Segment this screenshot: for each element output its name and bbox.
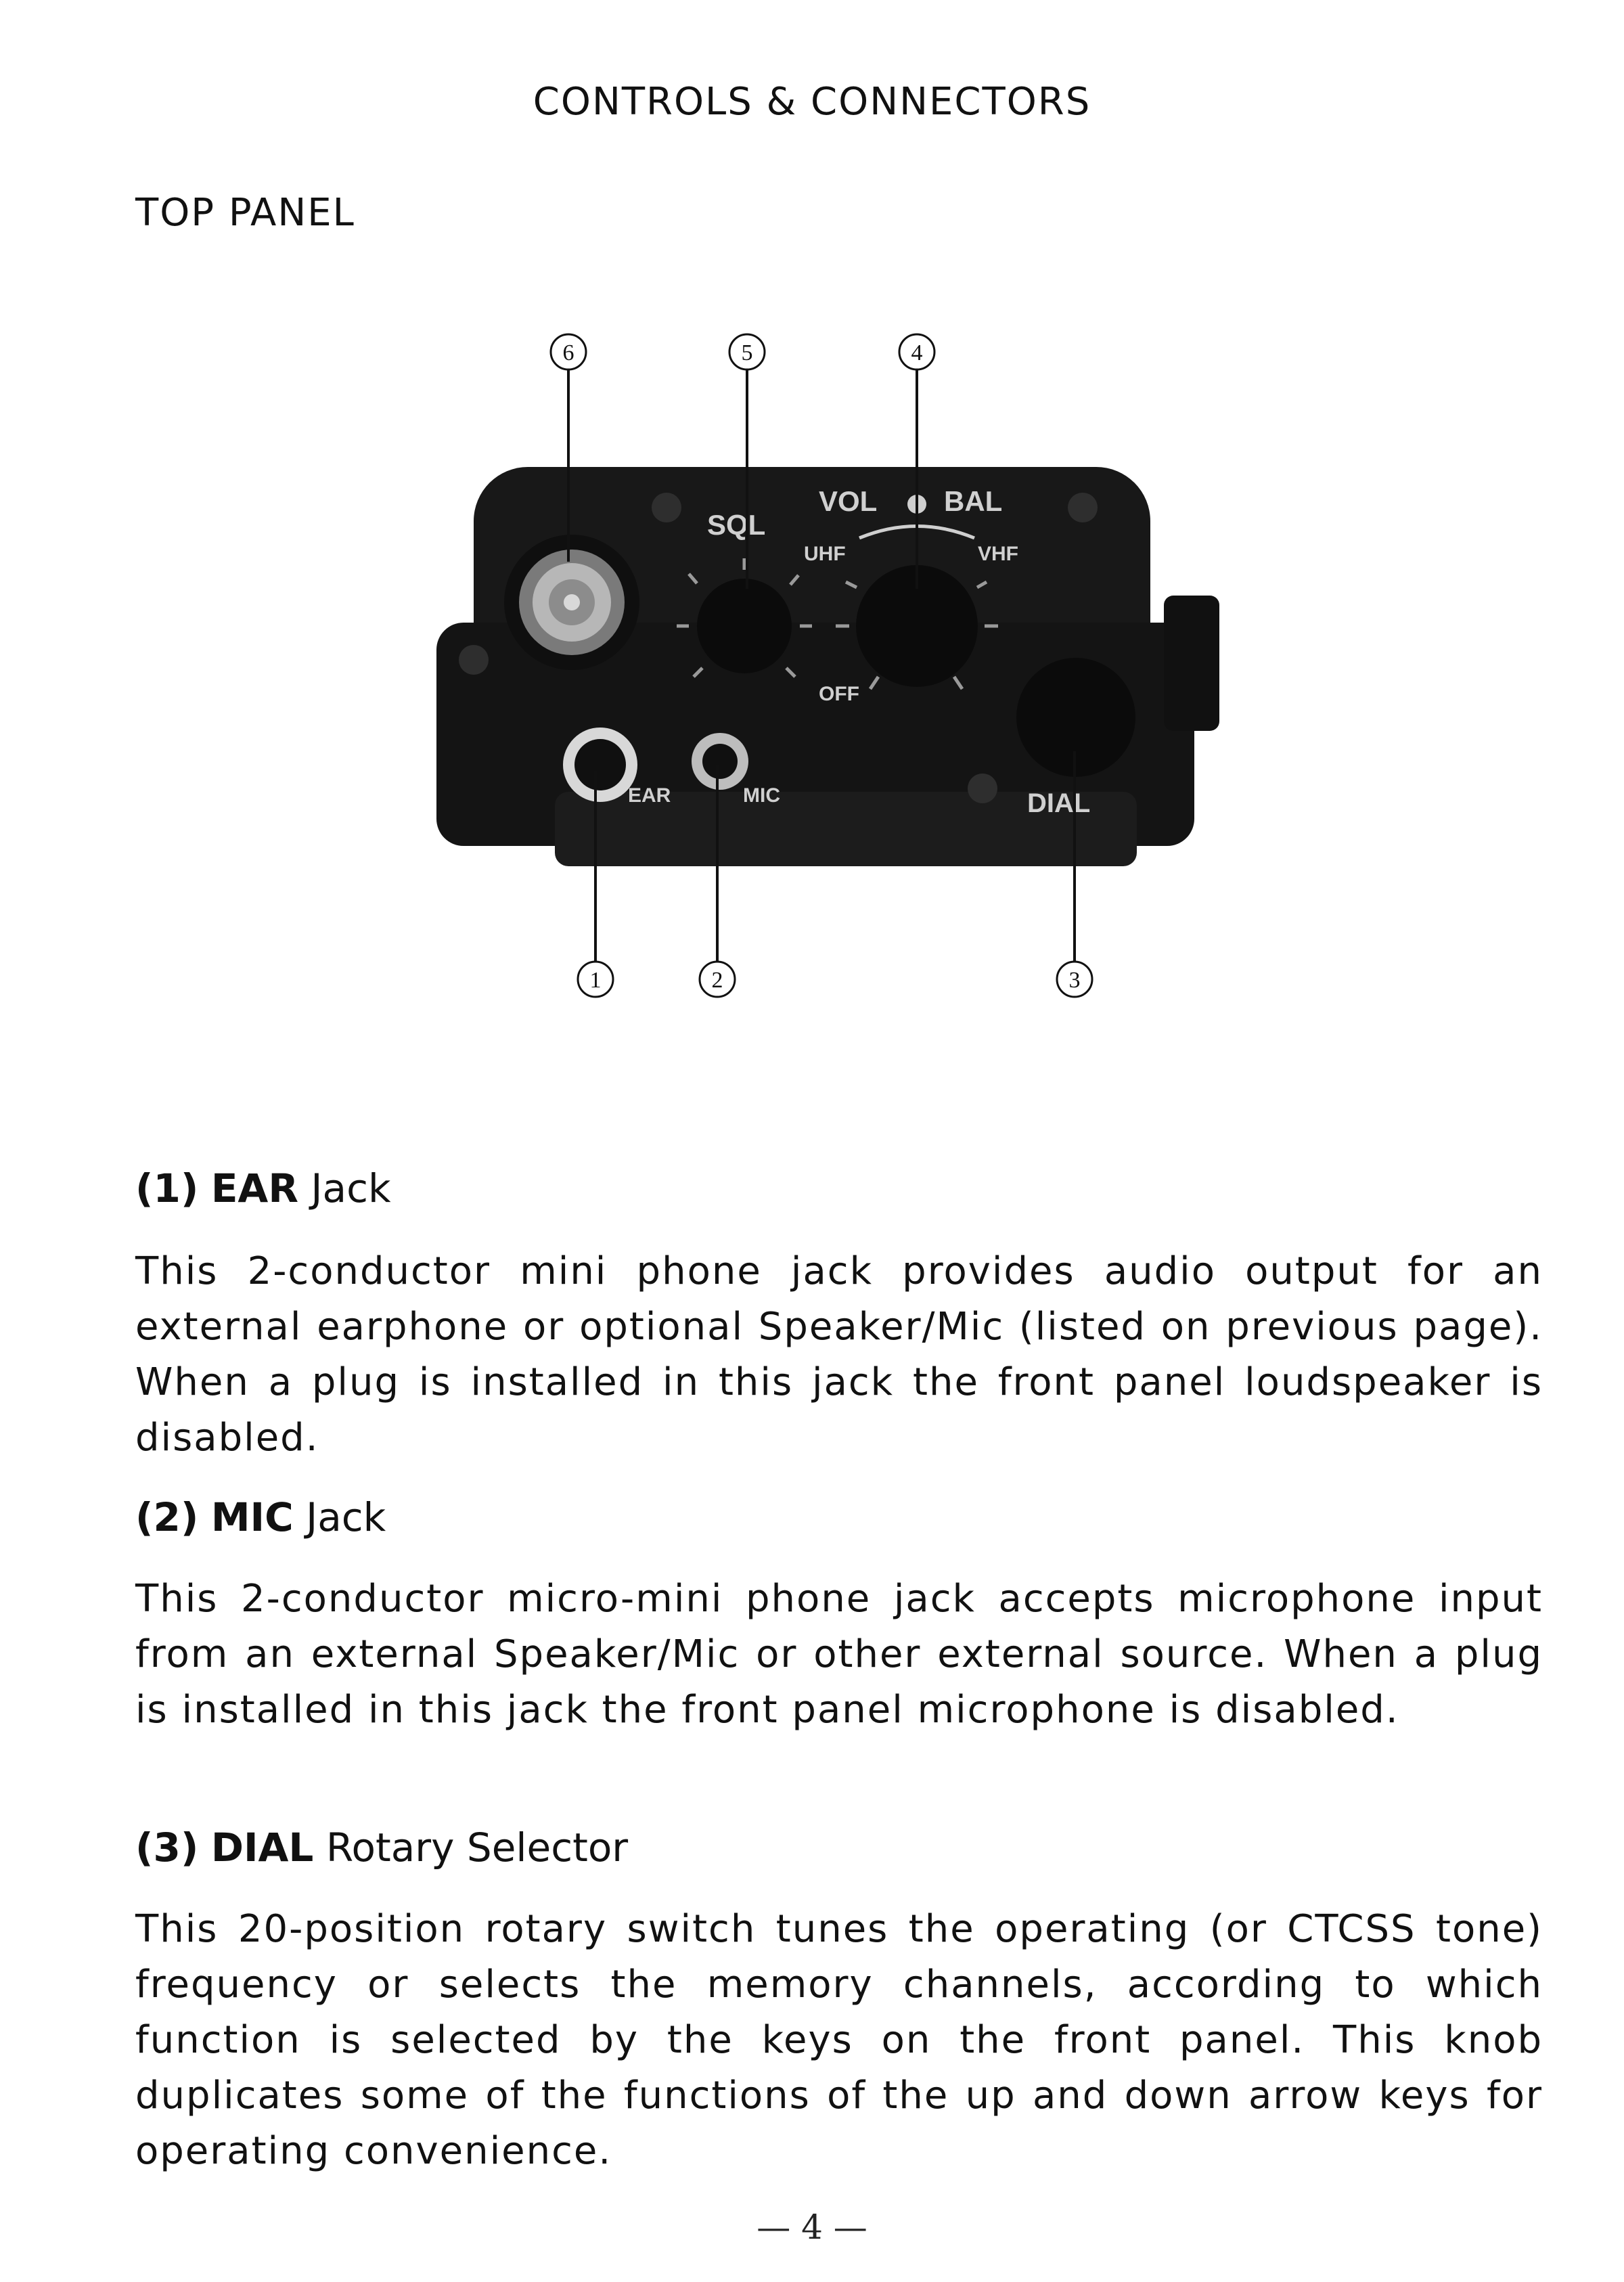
paragraph-mic-jack: This 2-conductor micro-mini phone jack accepts microphone input from an external Speaker/Mic or other external source. When a plug is installed in this jack the front panel microphone is disabled. (135, 1577, 1543, 1732)
section-number: (1) (135, 1165, 199, 1211)
paragraph-dial-rotary-selector: This 20-position rotary switch tunes the operating (or CTCSS tone) frequency or selects the memory channels, according to which function is selected by the keys on the front panel. This knob duplicates some of the functions of the up and down arrow keys for operating convenience. (135, 1907, 1543, 2173)
section-heading-top-panel: TOP PANEL (135, 191, 355, 235)
callout-2 (700, 962, 735, 997)
svg-text:4: 4 (911, 340, 923, 365)
callout-4 (899, 334, 934, 370)
svg-text:5: 5 (741, 340, 753, 365)
section-suffix: Jack (306, 1494, 386, 1540)
callout-1 (578, 962, 613, 997)
section-number: (2) (135, 1494, 199, 1540)
svg-text:2: 2 (711, 968, 723, 993)
off-label: OFF (819, 683, 859, 705)
section-suffix: Rotary Selector (325, 1825, 629, 1871)
section-suffix: Jack (311, 1165, 391, 1211)
svg-text:3: 3 (1068, 968, 1081, 993)
antenna-connector-icon (504, 535, 639, 670)
ear-label: EAR (628, 784, 671, 807)
svg-text:6: 6 (562, 340, 574, 365)
top-panel-diagram (0, 318, 1624, 1035)
callout-5 (729, 334, 765, 370)
vhf-label: VHF (978, 543, 1018, 565)
paragraph-ear-jack: This 2-conductor mini phone jack provides audio output for an external earphone or optional Speaker/Mic (listed on previous page). When a plug is installed in this jack the front panel loudspeaker is disabled. (135, 1249, 1543, 1460)
section-name: EAR (210, 1165, 298, 1211)
section-name: MIC (210, 1494, 294, 1540)
section-heading-dial-rotary-selector (135, 1825, 628, 1871)
section-number: (3) (135, 1825, 199, 1871)
section-heading-ear-jack (135, 1165, 391, 1211)
section-heading-mic-jack (135, 1494, 386, 1540)
mic-jack-icon (692, 733, 748, 790)
svg-text:1: 1 (589, 968, 602, 993)
ear-jack-icon (563, 728, 637, 802)
dial-label: DIAL (1027, 788, 1091, 818)
mic-label: MIC (743, 784, 780, 807)
section-name: DIAL (210, 1825, 314, 1871)
uhf-label: UHF (804, 543, 846, 565)
vol-label: VOL (819, 485, 878, 517)
sql-label: SQL (707, 509, 766, 541)
callout-6 (551, 334, 586, 370)
page-number: — 4 — (757, 2208, 867, 2247)
callout-3 (1057, 962, 1092, 997)
bal-label: BAL (944, 485, 1003, 517)
page-title: CONTROLS & CONNECTORS (533, 80, 1091, 124)
